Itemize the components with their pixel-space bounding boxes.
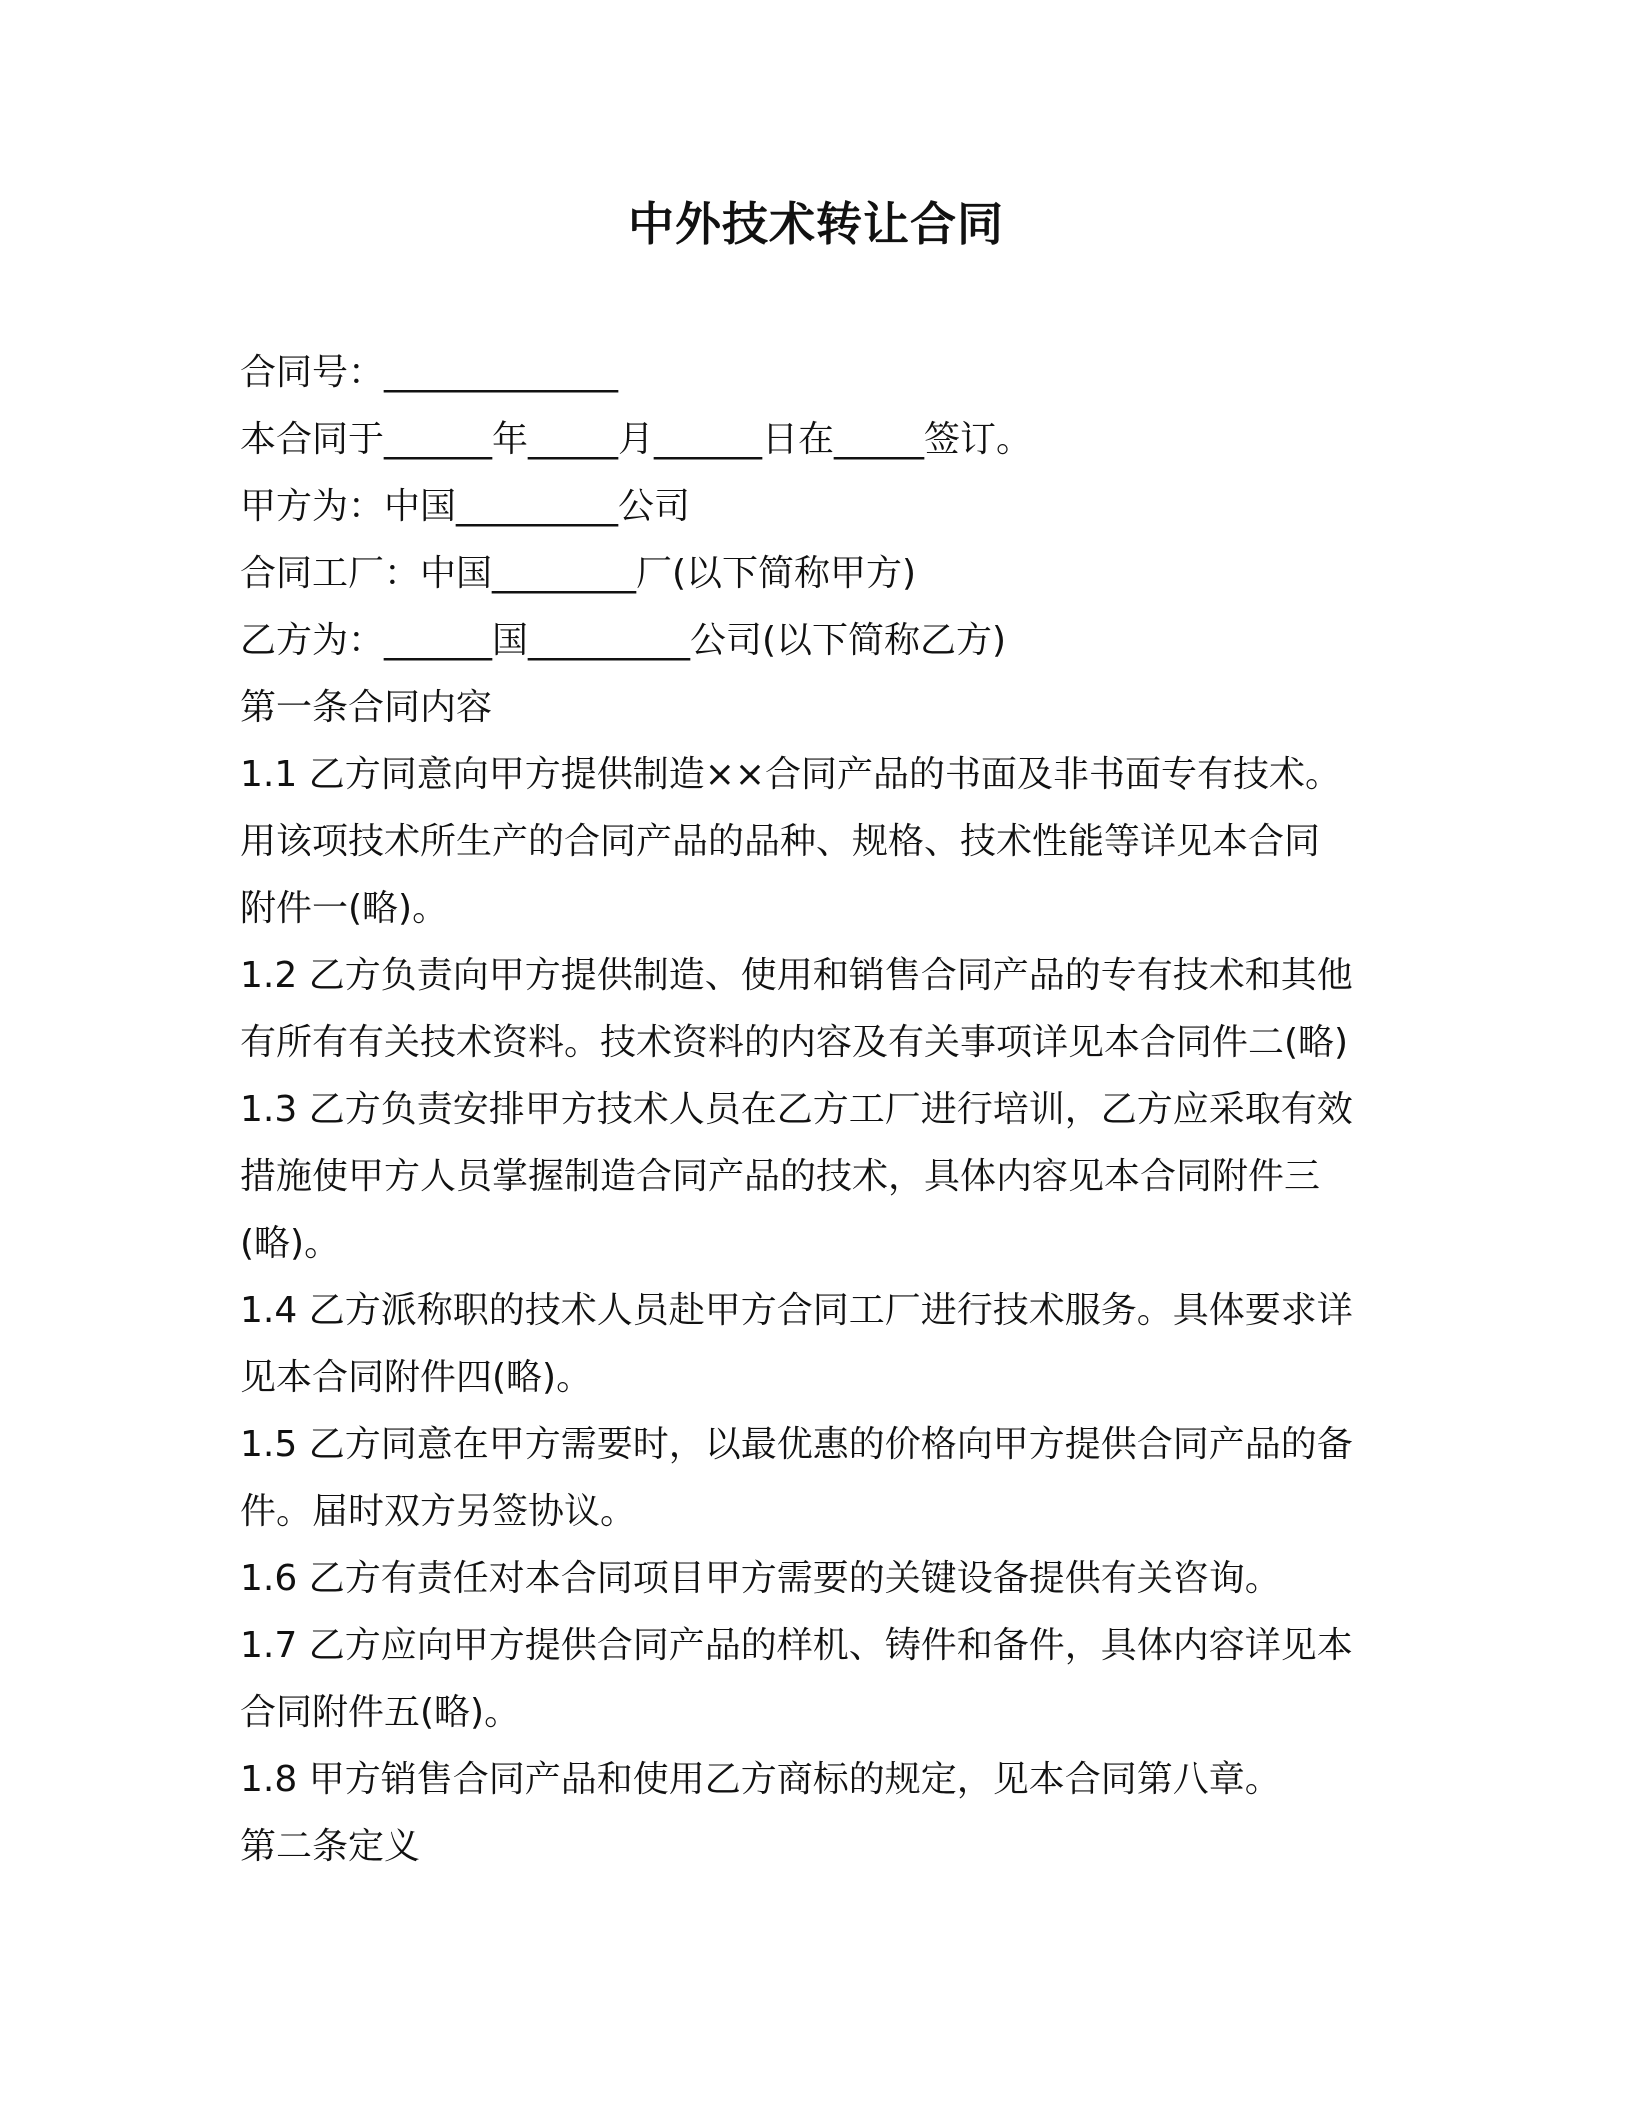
document-body (240, 339, 1390, 1880)
clause-1-7-line-1: 1.7 乙方应向甲方提供合同产品的样机、铸件和备件，具体内容详见本 (240, 1625, 1353, 1666)
clause-1-8-line: 1.8 甲方销售合同产品和使用乙方商标的规定，见本合同第八章。 (240, 1759, 1281, 1800)
clause-1-5-line-1: 1.5 乙方同意在甲方需要时，以最优惠的价格向甲方提供合同产品的备 (240, 1424, 1353, 1465)
contract-factory-line: 合同工厂：中国________厂(以下简称甲方) (240, 553, 917, 594)
clause-1-7-line-2: 合同附件五(略)。 (240, 1692, 521, 1733)
contract-number-line: 合同号：_____________ (240, 352, 619, 393)
signing-date-line: 本合同于______年_____月______日在_____签订。 (240, 419, 1033, 460)
party-a-line: 甲方为：中国_________公司 (240, 486, 691, 527)
clause-1-3-line-2: 措施使甲方人员掌握制造合同产品的技术，具体内容见本合同附件三 (240, 1156, 1321, 1197)
clause-1-2-line-2: 有所有有关技术资料。技术资料的内容及有关事项详见本合同件二(略) (240, 1022, 1349, 1063)
clause-1-6-line: 1.6 乙方有责任对本合同项目甲方需要的关键设备提供有关咨询。 (240, 1558, 1281, 1599)
clause-1-1-line-2: 用该项技术所生产的合同产品的品种、规格、技术性能等详见本合同 (240, 821, 1321, 862)
document-title: 中外技术转让合同 (628, 197, 1004, 251)
clause-1-5-line-2: 件。届时双方另签协议。 (240, 1491, 637, 1532)
clause-1-3-line-3: (略)。 (240, 1223, 341, 1264)
clause-1-3-line-1: 1.3 乙方负责安排甲方技术人员在乙方工厂进行培训，乙方应采取有效 (240, 1089, 1353, 1130)
clause-1-4-line-1: 1.4 乙方派称职的技术人员赴甲方合同工厂进行技术服务。具体要求详 (240, 1290, 1353, 1331)
clause-1-1-line-1: 1.1 乙方同意向甲方提供制造××合同产品的书面及非书面专有技术。 (240, 754, 1342, 795)
clause-1-1-line-3: 附件一(略)。 (240, 888, 449, 929)
clause-1-2-line-1: 1.2 乙方负责向甲方提供制造、使用和销售合同产品的专有技术和其他 (240, 955, 1353, 996)
article-2-heading: 第二条定义 (240, 1826, 421, 1867)
party-b-line: 乙方为：______国_________公司(以下简称乙方) (240, 620, 1007, 661)
article-1-heading: 第一条合同内容 (240, 687, 493, 728)
clause-1-4-line-2: 见本合同附件四(略)。 (240, 1357, 593, 1398)
